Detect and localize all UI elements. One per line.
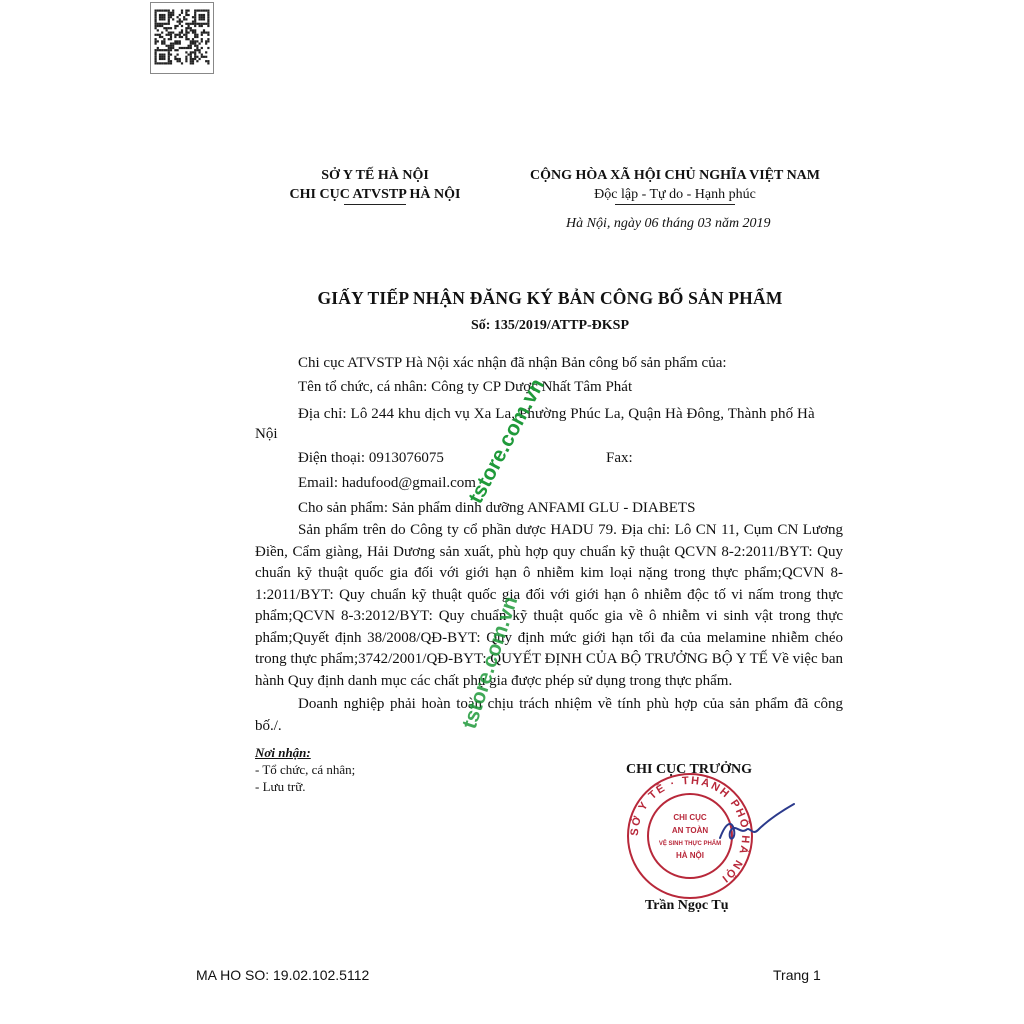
product-line: Cho sản phẩm: Sản phẩm dinh dưỡng ANFAMI GLU - DIABETS — [298, 500, 696, 516]
watermark — [405, 360, 550, 740]
national-motto: Độc lập - Tự do - Hạnh phúc — [594, 187, 756, 202]
phone-line: Điện thoại: 0913076075 — [298, 450, 444, 466]
qr-code — [150, 2, 214, 74]
svg-text:CHI CỤC: CHI CỤC — [673, 813, 707, 822]
svg-text:SỞ Y TẾ · THÀNH PHỐ HÀ NỘI: SỞ Y TẾ · THÀNH PHỐ HÀ NỘI — [628, 774, 752, 886]
product-description: Sản phẩm trên do Công ty cổ phần dược HADU 79. Địa chỉ: Lô CN 11, Cụm CN Lương Điền, Cẩm giàng, Hải Dương sản xuất, phù hợp quy chuẩn kỹ thuật QCVN 8-2:2011/BYT: Quy chuẩn kỹ thuật quốc gia đối với giới hạn ô nhiễm kim loại nặng trong thực phẩm;QCVN 8-1:2011/BYT: Quy chuẩn kỹ thuật quốc gia đối với giới hạn ô nhiễm độc tố vi nấm trong thực phẩm;QCVN 8-3:2012/BYT: Quy chuẩn kỹ thuật quốc gia về ô nhiễm vi sinh vật trong thực phẩm;Quyết định 38/2008/QĐ-BYT: Quy định mức giới hạn tối đa của melamine nhiễm chéo trong thực phẩm;3742/2001/QĐ-BYT: QUYẾT ĐỊNH CỦA BỘ TRƯỞNG BỘ Y TẾ Về việc ban hành Quy định danh mục các chất phụ gia được phép sử dụng trong thực phẩm. — [255, 522, 844, 689]
page-number: Trang 1 — [773, 967, 821, 983]
signer-title: CHI CỤC TRƯỞNG — [626, 762, 753, 777]
recipient-item: - Lưu trữ. — [255, 779, 306, 794]
svg-text:tstore.com.vn: tstore.com.vn — [464, 374, 550, 508]
agency-header — [250, 166, 500, 205]
responsibility-note: Doanh nghiệp phải hoàn toàn chịu trách nhiệm về tính phù hợp của sản phẩm đã công bố./. — [255, 696, 843, 734]
svg-text:VỆ SINH THỰC PHẨM: VỆ SINH THỰC PHẨM — [658, 841, 722, 847]
agency-underline — [344, 204, 406, 205]
handwritten-signature — [690, 800, 800, 850]
svg-text:tstore.com.vn: tstore.com.vn — [457, 593, 523, 732]
svg-text:HÀ NỘI: HÀ NỘI — [676, 851, 704, 860]
recipients-label: Nơi nhận: — [255, 745, 311, 760]
national-header — [505, 166, 845, 205]
recipients-block — [255, 744, 355, 795]
motto-underline — [615, 204, 735, 205]
svg-text:AN TOÀN: AN TOÀN — [671, 826, 709, 835]
agency-name: CHI CỤC ATVSTP HÀ NỘI — [289, 187, 461, 202]
document-number: Số: 135/2019/ATTP-ĐKSP — [470, 318, 630, 333]
organization-line: Tên tổ chức, cá nhân: Công ty CP Dược Nhất Tâm Phát — [298, 379, 633, 395]
address-continuation: Nội — [255, 426, 278, 442]
recipient-item: - Tổ chức, cá nhân; — [255, 762, 356, 777]
fax-line: Fax: — [606, 450, 633, 466]
intro-line: Chi cục ATVSTP Hà Nội xác nhận đã nhận Bản công bố sản phẩm của: — [298, 355, 727, 371]
qr-code-icon — [154, 6, 210, 68]
national-title: CỘNG HÒA XÃ HỘI CHỦ NGHĨA VIỆT NAM — [529, 168, 820, 183]
dossier-code: MA HO SO: 19.02.102.5112 — [196, 967, 370, 983]
agency-parent: SỞ Y TẾ HÀ NỘI — [321, 168, 429, 183]
email-line: Email: hadufood@gmail.com — [298, 475, 476, 491]
issue-date: Hà Nội, ngày 06 tháng 03 năm 2019 — [566, 216, 771, 231]
address-line: Địa chỉ: Lô 244 khu dịch vụ Xa La, Phường Phúc La, Quận Hà Đông, Thành phố Hà — [298, 406, 815, 422]
signer-name: Trần Ngọc Tụ — [645, 898, 729, 913]
document-title: GIẤY TIẾP NHẬN ĐĂNG KÝ BẢN CÔNG BỐ SẢN PHẨM — [317, 288, 783, 308]
